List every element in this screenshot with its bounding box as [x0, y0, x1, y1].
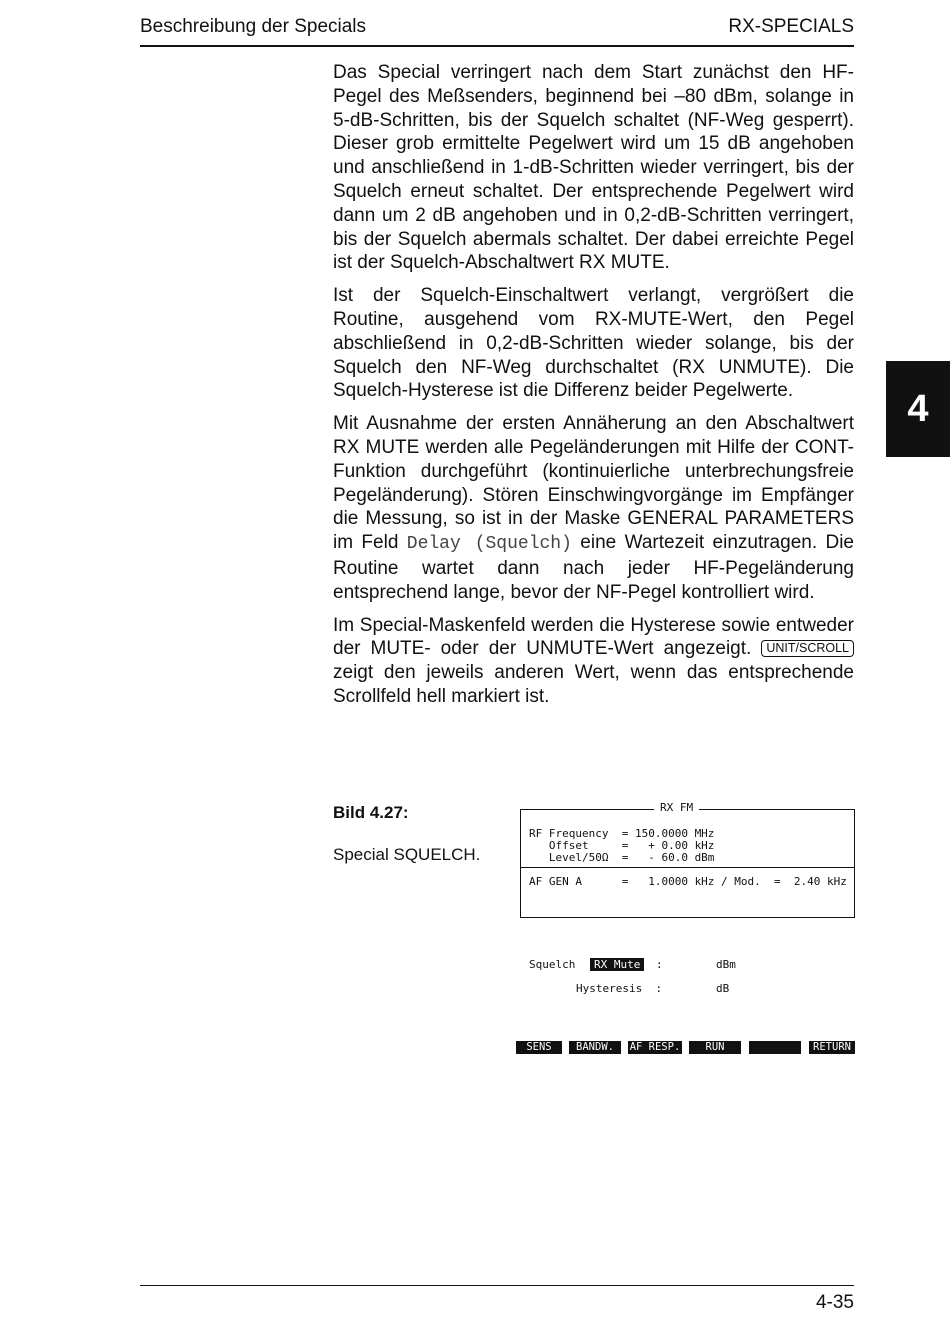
header-section-title: Beschreibung der Specials	[140, 16, 367, 37]
paragraph-1: Das Special verringert nach dem Start zunächst den HF-Pegel des Meßsenders, beginnend bei –80 dBm, solange in 5-dB-Schritten, bis der Squelch schaltet (NF-Weg gesperrt). Dieser grob ermittelte Pegelwert wird um 15 dB angehoben und anschließend in 1-dB-Schritten wieder verringert, bis der Squelch erneut schaltet. Der entsprechende Pegelwert wird dann um 2 dB angehoben und in 0,2-dB-Schritten verringert, bis der Squelch abermals schaltet. Der dabei erreichte Pegel ist der Squelch-Abschaltwert RX MUTE.	[333, 62, 854, 274]
paragraph-4-text-a: Im Special-Maskenfeld werden die Hysterese sowie entweder der MUTE- oder der UNMUTE-Wert angezeigt.	[333, 614, 854, 660]
footer-rule	[140, 1285, 854, 1286]
page-number: 4-35	[815, 1292, 854, 1313]
field-name-delay-squelch: Delay (Squelch)	[406, 534, 572, 555]
softkey-blank[interactable]	[749, 1041, 801, 1054]
screen-title: RX FM	[654, 801, 699, 814]
softkey-run[interactable]: RUN	[689, 1041, 741, 1054]
screen-row-level: Level/50Ω = - 60.0 dBm	[529, 851, 715, 864]
header-chapter-title: RX-SPECIALS	[728, 16, 854, 37]
screen-row-af-gen: AF GEN A = 1.0000 kHz / Mod. = 2.40 kHz	[529, 875, 847, 888]
screen-divider	[520, 867, 855, 868]
paragraph-3-text-b: eine Wartezeit einzutragen. Die Routine wartet dann nach jeder HF-Pegeländerung entsprechend lange, bevor der NF-Pegel kontrolliert wird.	[333, 532, 854, 603]
unit-scroll-key: UNIT/SCROLL	[761, 640, 854, 657]
paragraph-2: Ist der Squelch-Einschaltwert verlangt, vergrößert die Routine, ausgehend vom RX-MUTE-Wert, den Pegel abschließend in 0,2-dB-Schritten wieder solange, bis der Squelch den NF-Weg durchschaltet (RX UNMUTE). Die Squelch-Hysterese ist die Differenz beider Pegelwerte.	[333, 285, 854, 402]
figure-label: Bild 4.27:	[333, 803, 409, 822]
paragraph-4	[333, 614, 854, 709]
paragraph-3-text-a: Mit Ausnahme der ersten Annäherung an den Abschaltwert RX MUTE werden alle Pegeländerungen mit Hilfe der CONT-Funktion durchgeführt (kontinuierliche unterbrechungsfreie Pegeländerung). Stören Einschwingvorgänge im Empfänger die Messung, so ist in der Maske GENERAL PARAMETERS im Feld	[333, 413, 854, 554]
squelch-label: Squelch	[529, 958, 576, 971]
softkey-bandw[interactable]: BANDW.	[569, 1041, 621, 1054]
screen-row-rf-frequency: RF Frequency = 150.0000 MHz	[529, 827, 715, 840]
squelch-colon: :	[656, 958, 663, 971]
page-header	[140, 16, 854, 47]
figure-caption: Special SQUELCH.	[333, 845, 481, 864]
softkey-af-resp[interactable]: AF RESP.	[629, 1041, 681, 1053]
paragraph-4-text-b: zeigt den jeweils anderen Wert, wenn das entsprechende Scrollfeld hell markiert ist.	[333, 662, 854, 707]
softkey-return[interactable]: RETURN	[809, 1041, 855, 1054]
paragraph-3	[333, 412, 854, 604]
squelch-mode-field[interactable]: RX Mute	[590, 958, 644, 971]
chapter-tab: 4	[886, 361, 950, 457]
softkey-sens[interactable]: SENS	[516, 1041, 562, 1054]
body-text	[333, 61, 854, 718]
hysteresis-label: Hysteresis :	[576, 982, 663, 995]
squelch-unit: dBm	[716, 958, 736, 971]
screen-row-offset: Offset = + 0.00 kHz	[529, 839, 715, 852]
hysteresis-unit: dB	[716, 982, 730, 995]
